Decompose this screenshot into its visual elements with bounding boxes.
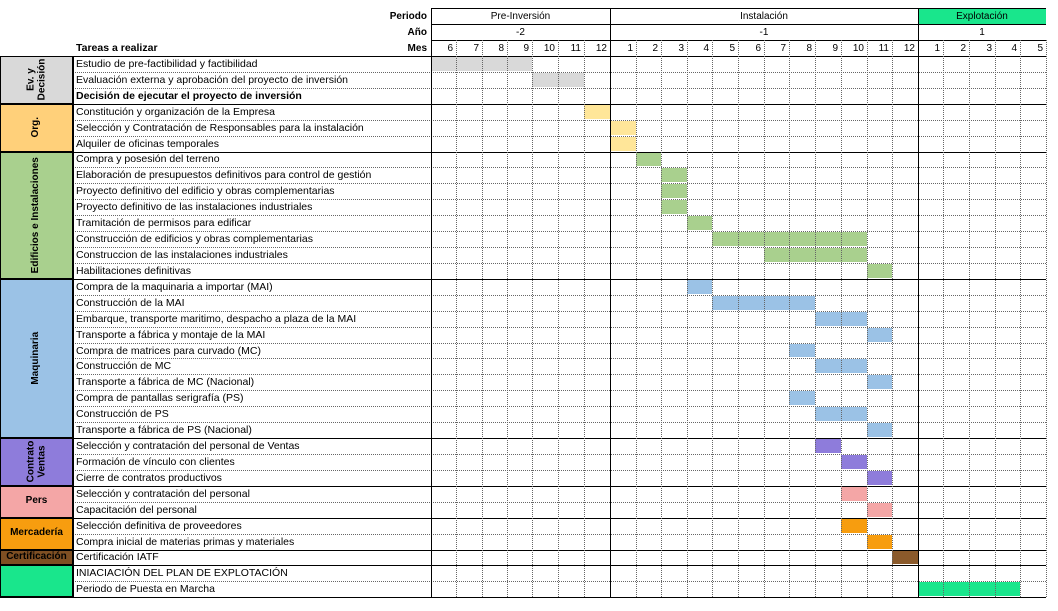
col-line [789,40,790,597]
period-0: Pre-Inversión [490,10,551,22]
group-label: Org. [30,117,42,138]
task-label: Proyecto definitivo de las instalaciones industriales [76,201,313,214]
group-sep [0,597,1046,598]
group-4 [0,438,73,486]
period-1: Instalación [740,10,788,22]
col-line [636,40,637,597]
month-10: 4 [703,42,709,54]
month-20: 2 [960,42,966,54]
gantt-bar [969,582,995,596]
gantt-bar [610,137,636,151]
task-label: Transporte a fábrica y montaje de la MAI [76,328,266,341]
gantt-bar [712,296,738,310]
hdr-line-1 [431,24,1046,25]
col-line [892,40,893,597]
gantt-bar [738,296,764,310]
month-12: 6 [755,42,761,54]
col-line [764,40,765,597]
task-label: Construccion de las instalaciones industriales [76,248,288,261]
gantt-bar [661,184,687,198]
task-label: Construcción de edificios y obras complementarias [76,233,313,246]
col-line [738,40,739,597]
gantt-bar [764,232,789,246]
task-label: Habilitaciones definitivas [76,264,191,277]
task-label: Capacitación del personal [76,503,197,516]
gantt-bar [841,487,867,501]
month-17: 11 [878,42,889,54]
gantt-bar [738,232,764,246]
month-13: 7 [780,42,786,54]
gantt-bar [789,391,815,405]
col-line [1020,40,1021,597]
col-line [431,8,432,597]
gantt-bar [815,312,841,326]
month-3: 9 [523,42,529,54]
gantt-bar [841,359,867,373]
col-line [918,8,919,597]
task-label: Construcción de PS [76,408,169,421]
task-label: Transporte a fábrica de PS (Nacional) [76,424,252,437]
task-label: Construcción de la MAI [76,296,185,309]
hdr-top [431,8,1046,9]
month-21: 3 [986,42,992,54]
task-label: Selección y contratación del personal [76,487,250,500]
gantt-bar [867,503,892,517]
col-line [661,40,662,597]
task-label: Selección definitiva de proveedores [76,519,242,532]
task-label: Compra y posesión del terreno [76,153,220,166]
task-label: Cierre de contratos productivos [76,471,222,484]
gantt-bar [610,121,636,135]
task-label: Proyecto definitivo del edificio y obras complementarias [76,185,335,198]
col-line [995,40,996,597]
task-label: Compra de matrices para curvado (MC) [76,344,261,357]
col-line [482,40,483,597]
col-line [507,40,508,597]
month-11: 5 [729,42,735,54]
group-sep [0,565,1046,566]
gantt-bar [558,73,584,87]
gantt-bar [815,439,841,453]
col-line [712,40,713,597]
gantt-bar [841,455,867,469]
periodo-label: Periodo [389,10,427,22]
col-line [558,40,559,597]
col-line [1046,40,1047,597]
task-label: Tramitación de permisos para edificar [76,217,252,230]
task-label: Certificación IATF [76,551,159,564]
col-line [532,40,533,597]
task-label: Periodo de Puesta en Marcha [76,583,215,596]
col-line [815,40,816,597]
gantt-bar [867,328,892,342]
task-label: Compra de pantallas serigrafía (PS) [76,392,244,405]
task-label: Alquiler de oficinas temporales [76,137,219,150]
gantt-bar [764,296,789,310]
task-col-left [73,56,74,597]
gantt-bar [661,168,687,182]
task-label: Transporte a fábrica de MC (Nacional) [76,376,255,389]
month-1: 7 [473,42,479,54]
gantt-bar [636,153,661,167]
group-sep [0,152,1046,153]
col-line [841,40,842,597]
year-0: -2 [516,26,525,38]
gantt-bar [764,248,789,262]
gantt-bar [841,407,867,421]
task-label: Selección y contratación del personal de Ventas [76,440,300,453]
group-sep [0,518,1046,519]
task-label: Estudio de pre-factibilidad y factibilidad [76,57,258,70]
left-edge [0,56,1,597]
group-label: Pers [25,495,48,507]
gantt-bar [584,105,610,119]
tareas-label: Tareas a realizar [76,42,158,54]
group-sep [0,550,1046,551]
gantt-bar [815,359,841,373]
gantt-bar [867,535,892,549]
col-line [584,40,585,597]
task-label: Compra de la maquinaria a importar (MAI) [76,280,273,293]
month-19: 1 [934,42,940,54]
gantt-bar [995,582,1020,596]
col-line [969,40,970,597]
col-line [943,40,944,597]
gantt-bar [815,407,841,421]
task-label: Formación de vínculo con clientes [76,455,235,468]
month-14: 8 [806,42,812,54]
group-7 [0,550,73,566]
month-4: 10 [543,42,555,54]
month-5: 11 [570,42,581,54]
mes-label: Mes [407,42,427,54]
task-label: Elaboración de presupuestos definitivos para control de gestión [76,169,372,182]
group-label: Maquinaria [30,332,42,385]
period-2: Explotación [918,8,1046,24]
task-label: INIACIACIÓN DEL PLAN DE EXPLOTACIÓN [76,567,288,580]
month-8: 2 [652,42,658,54]
month-9: 3 [678,42,684,54]
gantt-bar [867,264,892,278]
gantt-bar [867,423,892,437]
group-sep [0,486,1046,487]
task-label: Embarque, transporte maritimo, despacho a plaza de la MAI [76,312,357,325]
group-label: Mercadería [10,527,63,539]
task-label: Construcción de MC [76,360,172,373]
gantt-bar [712,232,738,246]
year-1: -1 [759,26,769,38]
year-2: 1 [979,26,985,38]
gantt-bar [532,73,558,87]
task-label: Decisión de ejecutar el proyecto de inversión [76,89,302,102]
gantt-bar [841,232,867,246]
col-line [456,40,457,597]
gantt-bar [789,344,815,358]
gantt-bar [687,280,712,294]
group-1 [0,104,73,152]
group-label: Contrato Ventas [24,441,47,483]
gantt-bar [507,57,532,71]
gantt-bar [841,248,867,262]
group-3 [0,279,73,438]
col-line [687,40,688,597]
gantt-bar [431,57,456,71]
group-label: Edificios e Instalaciones [30,157,42,274]
gantt-bar [789,232,815,246]
gantt-bar [661,200,687,214]
gantt-bar [815,248,841,262]
gantt-bar [892,551,918,565]
month-15: 9 [832,42,838,54]
month-16: 10 [852,42,864,54]
month-23: 5 [1037,42,1043,54]
group-2 [0,152,73,279]
gantt-bar [687,216,712,230]
gantt-bar [456,57,482,71]
group-sep [0,104,1046,105]
month-2: 8 [498,42,504,54]
gantt-bar [867,471,892,485]
group-8 [0,565,73,597]
task-label: Constitución y organización de la Empresa [76,105,276,118]
task-label: Evaluación externa y aprobación del proyecto de inversión [76,73,349,86]
col-line [610,8,611,597]
gantt-bar [789,248,815,262]
col-line [867,40,868,597]
month-0: 6 [447,42,453,54]
task-label: Selección y Contratación de Responsables para la instalación [76,121,364,134]
group-5 [0,486,73,518]
gantt-bar [841,519,867,533]
month-22: 4 [1011,42,1017,54]
gantt-bar [867,375,892,389]
month-7: 1 [627,42,633,54]
group-label: Ev. y Decisión [25,59,47,101]
gantt-bar [815,232,841,246]
group-6 [0,518,73,550]
group-label: Certificación [6,551,67,563]
gantt-bar [943,582,969,596]
task-label: Compra inicial de materias primas y materiales [76,535,295,548]
month-6: 12 [595,42,607,54]
gantt-bar [789,296,815,310]
group-0 [0,56,73,104]
gantt-bar [482,57,507,71]
group-sep [0,279,1046,280]
group-sep [0,438,1046,439]
month-18: 12 [903,42,915,54]
anio-label: Año [407,26,427,38]
gantt-bar [841,312,867,326]
gantt-bar [918,582,943,596]
